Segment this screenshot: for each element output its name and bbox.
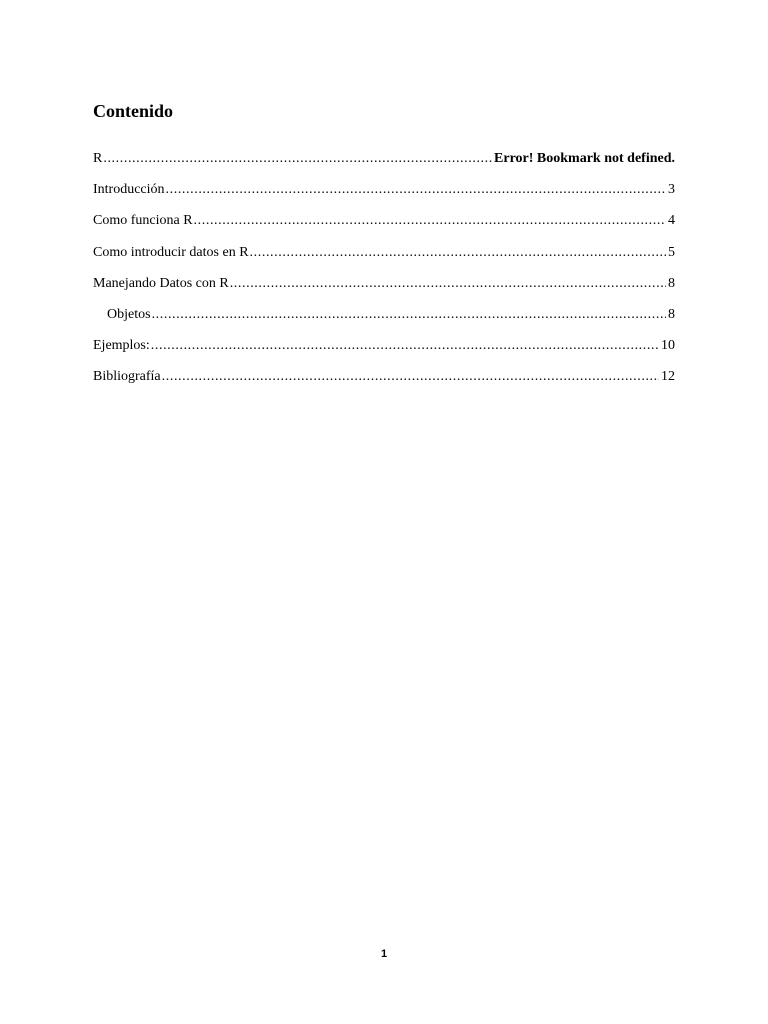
toc-entry-title: Como introducir datos en R [93, 244, 249, 260]
toc-entry-page: 4 [668, 213, 675, 229]
toc-entry-title: R [93, 151, 103, 166]
toc-dot-leader [230, 274, 666, 294]
toc-entry-introduccion[interactable] [93, 180, 675, 211]
toc-entry-r[interactable] [93, 149, 675, 180]
toc-entry-objetos[interactable] [93, 305, 675, 336]
toc-entry-manejando-datos[interactable] [93, 274, 675, 305]
toc-entry-page: 3 [668, 182, 675, 198]
toc-entry-page: 8 [668, 275, 675, 291]
toc-dot-leader [162, 367, 659, 387]
toc-entry-title: Manejando Datos con R [93, 275, 229, 291]
toc-entry-como-introducir-datos[interactable] [93, 243, 675, 274]
toc-entry-title: Ejemplos: [93, 338, 150, 354]
page-number: 1 [380, 948, 388, 960]
toc-entry-page: 5 [668, 244, 675, 260]
table-of-contents [93, 149, 675, 399]
toc-entry-bibliografia[interactable] [93, 367, 675, 398]
toc-entry-title: Introducción [93, 182, 165, 198]
toc-dot-leader [250, 243, 666, 263]
toc-dot-leader [151, 336, 659, 356]
toc-heading: Contenido [93, 101, 174, 121]
toc-entry-ejemplos[interactable] [93, 336, 675, 367]
toc-entry-page: 8 [668, 306, 675, 322]
toc-entry-como-funciona-r[interactable] [93, 211, 675, 242]
toc-entry-page: 12 [661, 369, 675, 385]
toc-dot-leader [194, 211, 666, 231]
toc-dot-leader [152, 305, 666, 325]
toc-entry-title: Bibliografía [93, 369, 161, 385]
toc-entry-title: Como funciona R [93, 213, 193, 229]
toc-entry-error: Error! Bookmark not defined. [494, 151, 675, 166]
toc-dot-leader [103, 149, 492, 169]
toc-entry-title: Objetos [107, 306, 151, 322]
toc-dot-leader [166, 180, 666, 200]
toc-entry-page: 10 [661, 338, 675, 354]
